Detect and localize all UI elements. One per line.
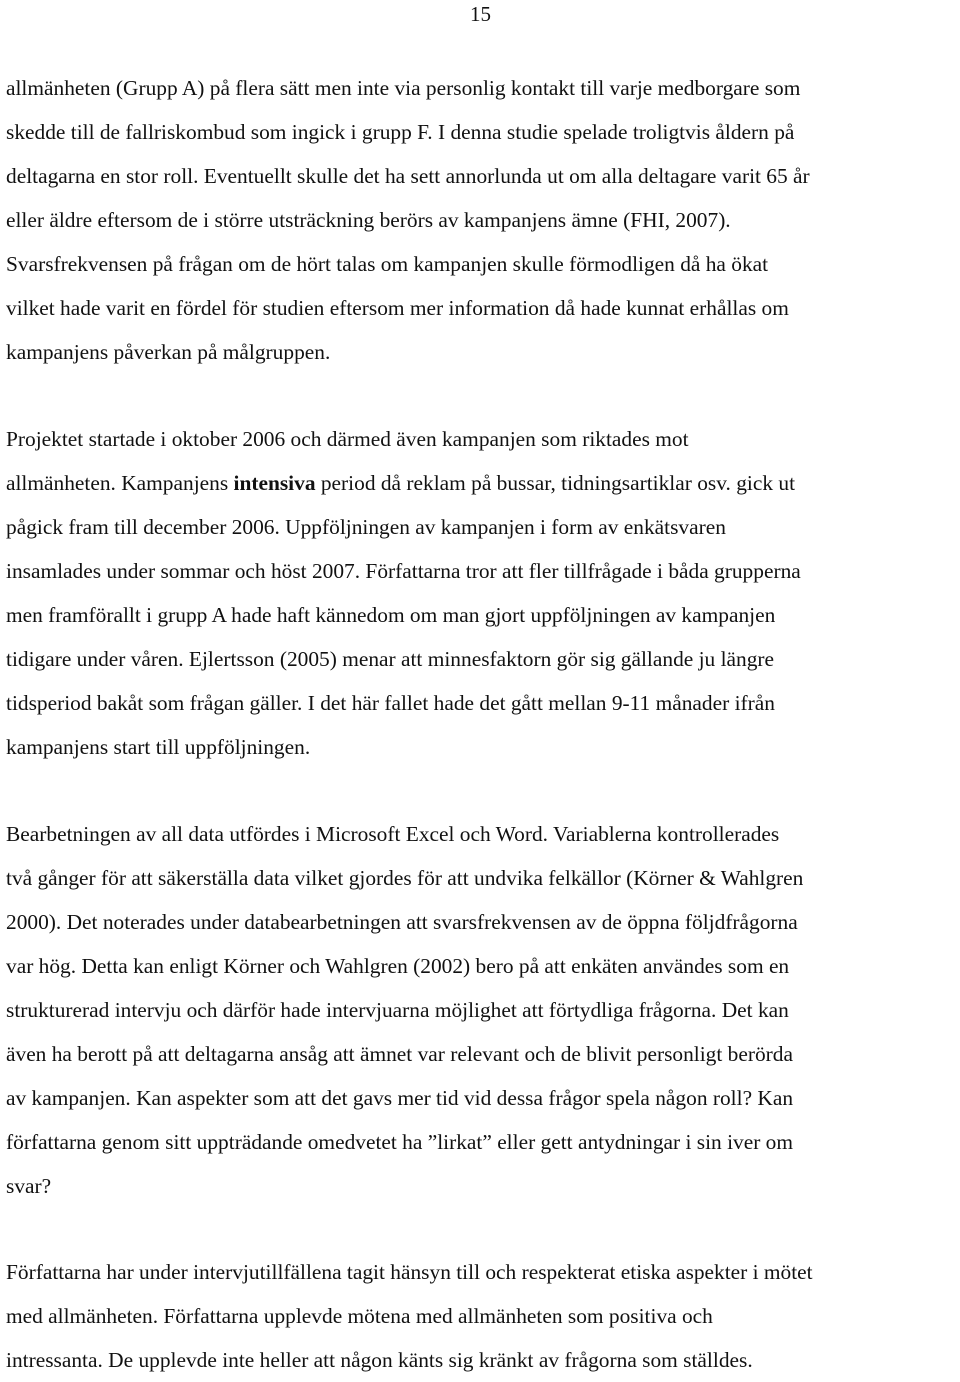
text-segment: allmänheten. Kampanjens [6,471,234,495]
text-line: men framförallt i grupp A hade haft kännedom om man gjort uppföljningen av kampanjen [6,603,776,627]
text-line [6,461,960,505]
text-line: två gånger för att säkerställa data vilket gjordes för att undvika felkällor (Körner & Wahlgren [6,866,804,890]
text-segment: period då reklam på bussar, tidningsartiklar osv. gick ut [315,471,796,495]
text-line: var hög. Detta kan enligt Körner och Wahlgren (2002) bero på att enkäten användes som en [6,954,790,978]
text-line: allmänheten (Grupp A) på flera sätt men inte via personlig kontakt till varje medborgare som [6,76,801,100]
emphasized-word: intensiva [233,471,316,495]
text-line: av kampanjen. Kan aspekter som att det gavs mer tid vid dessa frågor spela någon roll? Kan [6,1086,794,1110]
text-line: Författarna har under intervjutillfällena tagit hänsyn till och respekterat etiska aspekter i mötet [6,1260,813,1284]
text-line: författarna genom sitt uppträdande omedvetet ha ”lirkat” eller gett antydningar i sin iver om [6,1130,794,1154]
text-line: Bearbetningen av all data utfördes i Microsoft Excel och Word. Variablerna kontrollerades [6,822,780,846]
text-line: deltagarna en stor roll. Eventuellt skulle det ha sett annorlunda ut om alla deltagare varit 65 år [6,164,810,188]
text-line: pågick fram till december 2006. Uppföljningen av kampanjen i form av enkätsvaren [6,515,726,539]
text-line: insamlades under sommar och höst 2007. Författarna tror att fler tillfrågade i båda grupperna [6,559,801,583]
text-line: vilket hade varit en fördel för studien eftersom mer information då hade kunnat erhållas om [6,296,789,320]
paragraph-2 [6,417,960,769]
text-line: 2000). Det noterades under databearbetningen att svarsfrekvensen av de öppna följdfrågorna [6,910,798,934]
text-line: svar? [6,1174,52,1198]
text-line: skedde till de fallriskombud som ingick i grupp F. I denna studie spelade troligtvis åldern på [6,120,795,144]
text-line: tidigare under våren. Ejlertsson (2005) menar att minnesfaktorn gör sig gällande ju längre [6,647,775,671]
text-line: Projektet startade i oktober 2006 och därmed även kampanjen som riktades mot [6,427,689,451]
text-line: även ha berott på att deltagarna ansåg att ämnet var relevant och de blivit personligt berörda [6,1042,793,1066]
text-line: Svarsfrekvensen på frågan om de hört talas om kampanjen skulle förmodligen då ha ökat [6,252,769,276]
page-number: 15 [470,2,491,26]
paragraph-4 [6,1250,960,1382]
text-line: kampanjens påverkan på målgruppen. [6,340,331,364]
text-line: intressanta. De upplevde inte heller att någon känts sig kränkt av frågorna som ställdes. [6,1348,753,1372]
text-line: med allmänheten. Författarna upplevde mötena med allmänheten som positiva och [6,1304,713,1328]
paragraph-3 [6,812,960,1208]
text-line: kampanjens start till uppföljningen. [6,735,311,759]
text-line: tidsperiod bakåt som frågan gäller. I det här fallet hade det gått mellan 9-11 månader ifrån [6,691,775,715]
text-line: strukturerad intervju och därför hade intervjuarna möjlighet att förtydliga frågorna. Det kan [6,998,789,1022]
paragraph-1 [6,66,960,374]
text-line: eller äldre eftersom de i större utsträckning berörs av kampanjens ämne (FHI, 2007). [6,208,731,232]
